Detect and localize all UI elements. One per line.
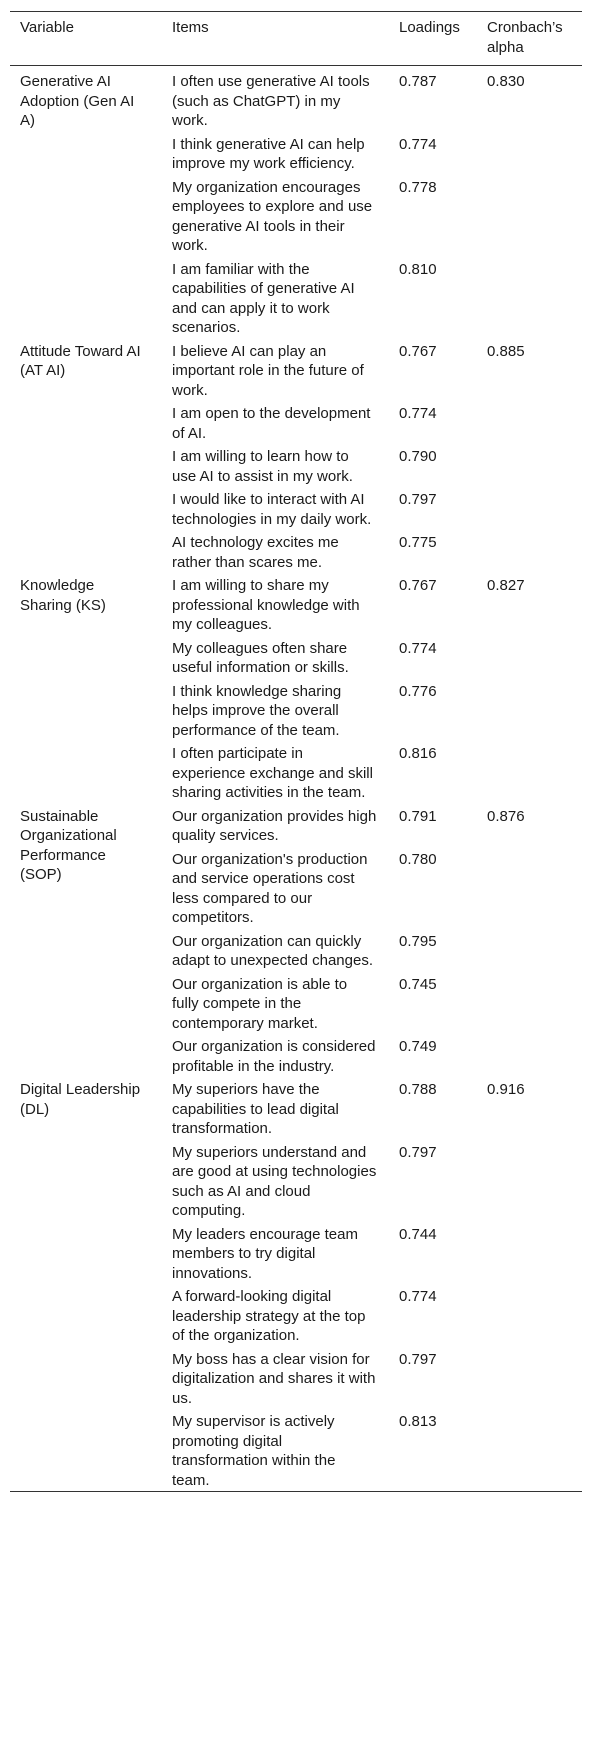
variable-cell: Digital Leadership (DL) bbox=[20, 1081, 141, 1118]
table-body bbox=[10, 66, 582, 1492]
loading-cell: 0.795 bbox=[399, 932, 437, 950]
header-variable: Variable bbox=[20, 19, 74, 36]
alpha-cell: 0.830 bbox=[487, 73, 525, 90]
loading-cell: 0.767 bbox=[399, 577, 437, 594]
variable-cell: Attitude Toward AI (AT AI) bbox=[20, 342, 141, 379]
item-cell: My organization encourages employees to explore and use generative AI tools in their work. bbox=[172, 178, 373, 254]
item-cell: I am open to the development of AI. bbox=[172, 405, 371, 442]
item-cell: I am willing to learn how to use AI to assist in my work. bbox=[172, 448, 353, 485]
item-cell: I think generative AI can help improve my work efficiency. bbox=[172, 135, 365, 172]
loading-cell: 0.797 bbox=[399, 491, 437, 508]
table-row bbox=[10, 1077, 582, 1140]
loading-cell: 0.797 bbox=[399, 1350, 437, 1368]
table-row bbox=[10, 573, 582, 636]
alpha-cell: 0.916 bbox=[487, 1081, 525, 1098]
variable-cell: Knowledge Sharing (KS) bbox=[20, 577, 106, 614]
loading-cell: 0.774 bbox=[399, 405, 437, 422]
item-cell: Our organization is able to fully compete in the contemporary market. bbox=[172, 975, 348, 1032]
loading-cell: 0.775 bbox=[399, 534, 437, 551]
loading-cell: 0.774 bbox=[399, 135, 437, 153]
loading-cell: 0.774 bbox=[399, 639, 437, 657]
alpha-cell: 0.876 bbox=[487, 807, 525, 825]
item-cell: Our organization is considered profitable in the industry. bbox=[172, 1038, 376, 1075]
item-cell: My superiors have the capabilities to lead digital transformation. bbox=[172, 1081, 339, 1137]
loading-cell: 0.776 bbox=[399, 682, 437, 700]
loading-cell: 0.816 bbox=[399, 745, 437, 762]
alpha-cell: 0.885 bbox=[487, 342, 525, 360]
item-cell: My leaders encourage team members to try digital innovations. bbox=[172, 1225, 358, 1282]
table-row bbox=[10, 66, 582, 132]
variable-cell: Generative AI Adoption (Gen AI A) bbox=[20, 73, 135, 129]
loadings-table bbox=[10, 11, 582, 1492]
item-cell: I am willing to share my professional knowledge with my colleagues. bbox=[172, 577, 360, 633]
loading-cell: 0.810 bbox=[399, 260, 437, 278]
item-cell: Our organization can quickly adapt to unexpected changes. bbox=[172, 932, 373, 969]
loading-cell: 0.745 bbox=[399, 975, 437, 993]
loading-cell: 0.774 bbox=[399, 1288, 437, 1305]
item-cell: I think knowledge sharing helps improve the overall performance of the team. bbox=[172, 682, 342, 739]
item-cell: I often participate in experience exchange and skill sharing activities in the team. bbox=[172, 745, 373, 801]
table-row bbox=[10, 804, 582, 847]
loading-cell: 0.767 bbox=[399, 342, 437, 360]
variable-cell: Sustainable Organizational Performance (SOP) bbox=[20, 807, 117, 883]
table-header bbox=[10, 12, 582, 66]
header-cronbachs-alpha: Cronbach’s alpha bbox=[487, 19, 563, 56]
loading-cell: 0.791 bbox=[399, 807, 437, 825]
header-loadings: Loadings bbox=[399, 19, 460, 36]
loading-cell: 0.787 bbox=[399, 73, 437, 90]
header-row bbox=[10, 12, 582, 66]
item-cell: Our organization provides high quality services. bbox=[172, 807, 377, 844]
loading-cell: 0.790 bbox=[399, 448, 437, 465]
item-cell: AI technology excites me rather than scares me. bbox=[172, 534, 339, 571]
item-cell: I would like to interact with AI technologies in my daily work. bbox=[172, 491, 372, 528]
item-cell: My colleagues often share useful information or skills. bbox=[172, 639, 349, 676]
item-cell: My boss has a clear vision for digitalization and shares it with us. bbox=[172, 1350, 376, 1407]
loading-cell: 0.749 bbox=[399, 1038, 437, 1055]
header-items: Items bbox=[172, 19, 209, 36]
item-cell: I often use generative AI tools (such as ChatGPT) in my work. bbox=[172, 73, 370, 129]
item-cell: A forward-looking digital leadership strategy at the top of the organization. bbox=[172, 1288, 366, 1344]
item-cell: My superiors understand and are good at using technologies such as AI and cloud computing. bbox=[172, 1143, 377, 1219]
loading-cell: 0.780 bbox=[399, 850, 437, 868]
loading-cell: 0.813 bbox=[399, 1413, 437, 1430]
loading-cell: 0.788 bbox=[399, 1081, 437, 1098]
item-cell: My supervisor is actively promoting digital transformation within the team. bbox=[172, 1413, 336, 1489]
loading-cell: 0.797 bbox=[399, 1143, 437, 1161]
item-cell: I believe AI can play an important role in the future of work. bbox=[172, 342, 364, 399]
item-cell: I am familiar with the capabilities of generative AI and can apply it to work scenarios. bbox=[172, 260, 355, 336]
alpha-cell: 0.827 bbox=[487, 577, 525, 594]
loading-cell: 0.744 bbox=[399, 1225, 437, 1243]
loading-cell: 0.778 bbox=[399, 178, 437, 196]
table-row bbox=[10, 339, 582, 402]
item-cell: Our organization's production and service operations cost less compared to our competitors. bbox=[172, 850, 368, 926]
